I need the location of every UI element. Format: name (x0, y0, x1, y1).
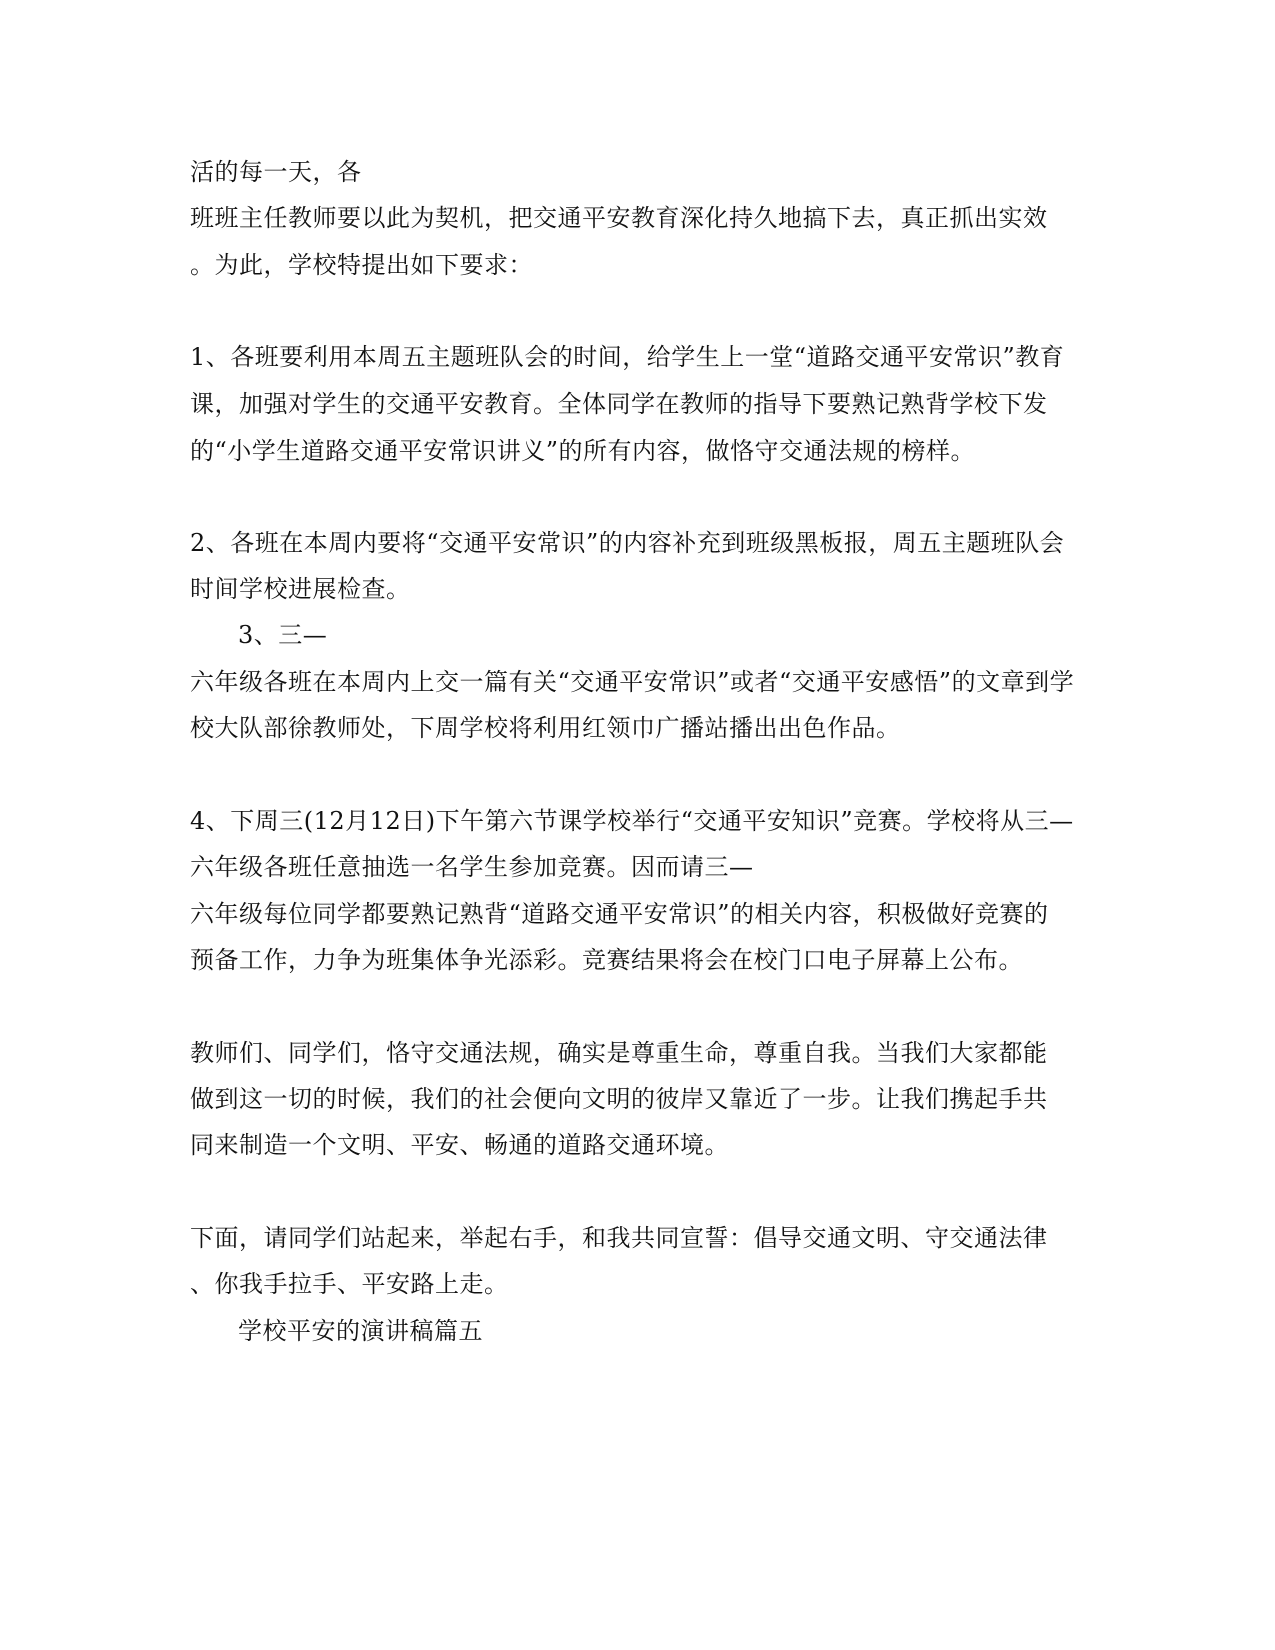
item-4-line-1: 4、下周三(12月12日)下午第六节课学校举行“交通平安知识”竞赛。学校将从三— (190, 807, 1074, 835)
closing-line-3: 同来制造一个文明、平安、畅通的道路交通环境。 (190, 1131, 729, 1159)
item-4-line-2: 六年级各班任意抽选一名学生参加竞赛。因而请三— (190, 853, 754, 881)
text-line-1: 活的每一天，各 (190, 158, 362, 186)
item-3-line-1: 六年级各班在本周内上交一篇有关“交通平安常识”或者“交通平安感悟”的文章到学 (190, 668, 1075, 696)
item-1-line-1: 1、各班要利用本周五主题班队会的时间，给学生上一堂“道路交通平安常识”教育 (190, 343, 1065, 371)
item-3-line-2: 校大队部徐教师处，下周学校将利用红领巾广播站播出出色作品。 (190, 714, 901, 742)
closing-line-2: 做到这一切的时候，我们的社会便向文明的彼岸又靠近了一步。让我们携起手共 (190, 1085, 1048, 1113)
text-line-2: 班班主任教师要以此为契机，把交通平安教育深化持久地搞下去，真正抓出实效 (190, 204, 1048, 232)
item-2-line-2: 时间学校进展检查。 (190, 575, 411, 603)
oath-line-1: 下面，请同学们站起来，举起右手，和我共同宣誓：倡导交通文明、守交通法律 (190, 1224, 1048, 1252)
item-2-line-1: 2、各班在本周内要将“交通平安常识”的内容补充到班级黑板报，周五主题班队会 (190, 529, 1065, 557)
item-1-line-2: 课，加强对学生的交通平安教育。全体同学在教师的指导下要熟记熟背学校下发 (190, 390, 1048, 418)
item-4-line-4: 预备工作，力争为班集体争光添彩。竞赛结果将会在校门口电子屏幕上公布。 (190, 946, 1023, 974)
item-3-heading: 3、三— (238, 621, 328, 649)
section-heading: 学校平安的演讲稿篇五 (238, 1317, 483, 1345)
closing-line-1: 教师们、同学们，恪守交通法规，确实是尊重生命，尊重自我。当我们大家都能 (190, 1039, 1048, 1067)
oath-line-2: 、你我手拉手、平安路上走。 (190, 1270, 509, 1298)
item-1-line-3: 的“小学生道路交通平安常识讲义”的所有内容，做恪守交通法规的榜样。 (190, 437, 976, 465)
text-line-3: 。为此，学校特提出如下要求： (190, 251, 533, 279)
item-4-line-3: 六年级每位同学都要熟记熟背“道路交通平安常识”的相关内容，积极做好竞赛的 (190, 900, 1049, 928)
